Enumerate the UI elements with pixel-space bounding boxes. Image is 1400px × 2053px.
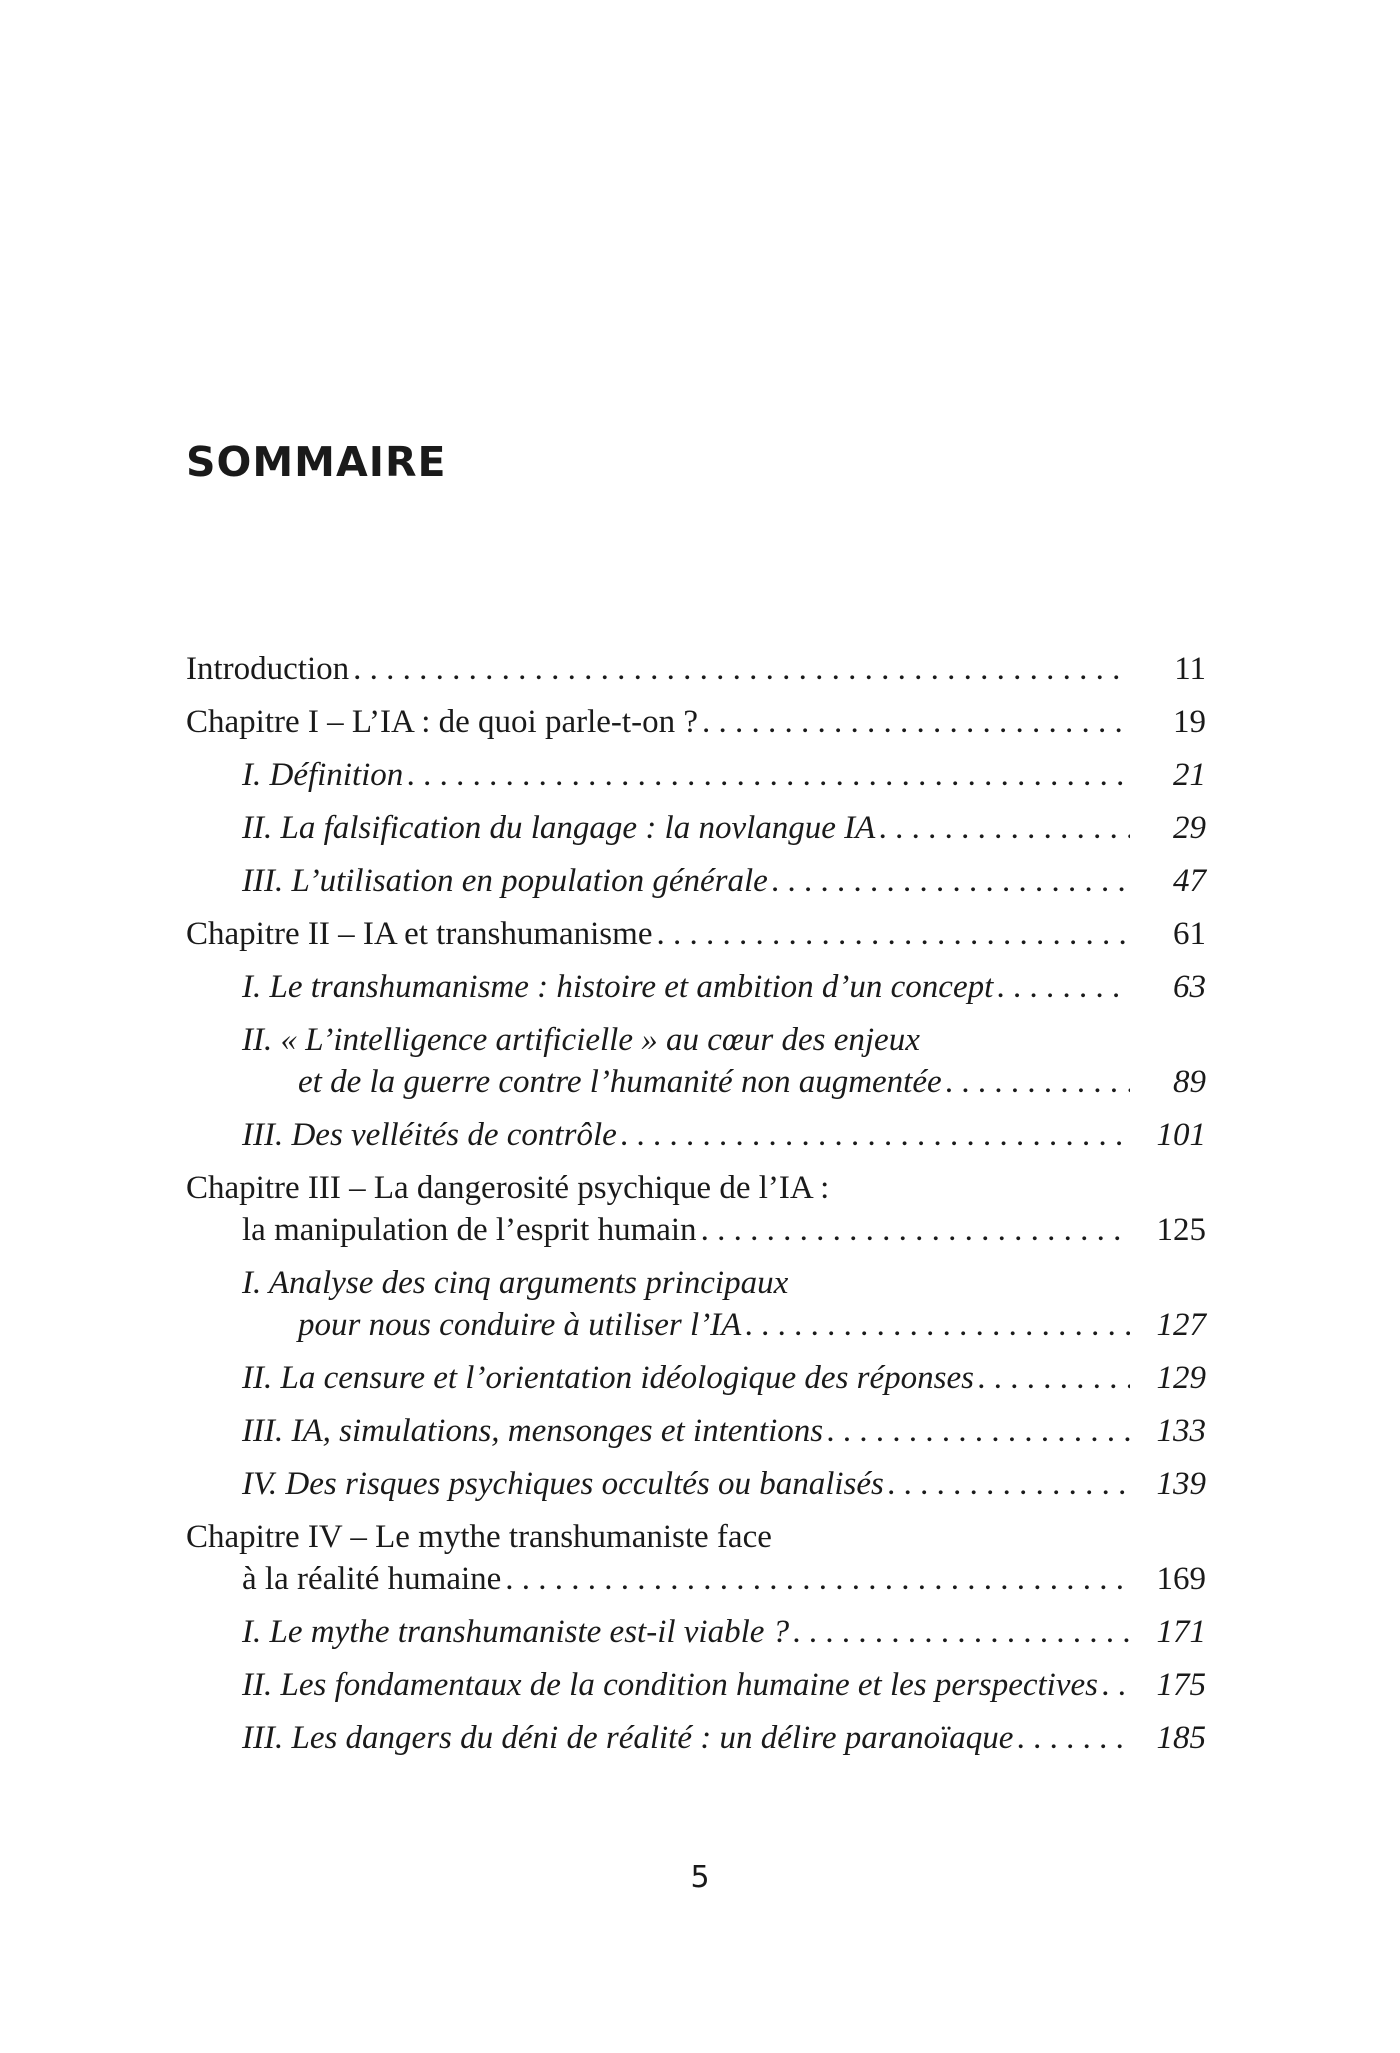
toc-entry-title: Introduction [186, 651, 350, 687]
toc-line [186, 1558, 1206, 1600]
toc-line [186, 1717, 1206, 1759]
toc-line [186, 1304, 1206, 1346]
toc-line [186, 913, 1206, 955]
toc-line [186, 1357, 1206, 1399]
toc-chapter-entry [186, 701, 1206, 743]
toc-page-number: 11 [1174, 651, 1206, 687]
toc-page-number: 127 [1156, 1307, 1206, 1343]
toc-page-number: 175 [1156, 1667, 1206, 1703]
leader-dots [997, 966, 1130, 1008]
toc-entry-title: pour nous conduire à utiliser l’IA [298, 1307, 742, 1343]
toc-section-entry [186, 1664, 1206, 1706]
toc-chapter-entry [186, 648, 1206, 690]
toc-section-entry [186, 1019, 1206, 1103]
toc-line [186, 1664, 1206, 1706]
toc-line [186, 860, 1206, 902]
leader-dots [407, 754, 1130, 796]
toc-page-number: 169 [1156, 1561, 1206, 1597]
toc-page-number: 133 [1156, 1413, 1206, 1449]
table-of-contents [186, 648, 1206, 1759]
toc-page-number: 21 [1173, 757, 1206, 793]
toc-section-entry [186, 1114, 1206, 1156]
leader-dots [772, 860, 1130, 902]
toc-line [186, 1061, 1206, 1103]
toc-section-entry [186, 1611, 1206, 1653]
leader-dots [1102, 1664, 1130, 1706]
toc-entry-title: Chapitre III – La dangerosité psychique de l’IA : [186, 1170, 830, 1206]
toc-line [186, 807, 1206, 849]
toc-entry-title: et de la guerre contre l’humanité non augmentée [298, 1064, 942, 1100]
toc-entry-title: II. Les fondamentaux de la condition humaine et les perspectives [242, 1667, 1098, 1703]
leader-dots [745, 1304, 1130, 1346]
toc-entry-title: à la réalité humaine [242, 1561, 502, 1597]
toc-line [186, 648, 1206, 690]
toc-line [186, 966, 1206, 1008]
toc-entry-title: III. Les dangers du déni de réalité : un délire paranoïaque [242, 1720, 1014, 1756]
toc-line [186, 754, 1206, 796]
leader-dots [505, 1558, 1130, 1600]
toc-page-number: 29 [1173, 810, 1206, 846]
toc-line [186, 1209, 1206, 1251]
toc-section-entry [186, 754, 1206, 796]
page-title: SOMMAIRE [186, 438, 447, 486]
toc-entry-title: III. Des velléités de contrôle [242, 1117, 617, 1153]
toc-line [186, 1114, 1206, 1156]
toc-entry-title: I. Définition [242, 757, 404, 793]
leader-dots [702, 701, 1130, 743]
toc-entry-title: la manipulation de l’esprit humain [242, 1212, 697, 1248]
toc-page-number: 125 [1156, 1212, 1206, 1248]
toc-section-entry [186, 860, 1206, 902]
toc-section-entry [186, 1717, 1206, 1759]
toc-section-entry [186, 1463, 1206, 1505]
toc-section-entry [186, 807, 1206, 849]
toc-entry-title: IV. Des risques psychiques occultés ou banalisés [242, 1466, 884, 1502]
toc-page-number: 139 [1156, 1466, 1206, 1502]
toc-line [186, 1262, 1206, 1304]
leader-dots [888, 1463, 1130, 1505]
toc-section-entry [186, 966, 1206, 1008]
toc-page-number: 63 [1173, 969, 1206, 1005]
leader-dots [879, 807, 1130, 849]
toc-entry-title: II. La censure et l’orientation idéologique des réponses [242, 1360, 974, 1396]
toc-section-entry [186, 1410, 1206, 1452]
toc-entry-title: III. IA, simulations, mensonges et intentions [242, 1413, 824, 1449]
toc-entry-title: Chapitre I – L’IA : de quoi parle-t-on ? [186, 704, 698, 740]
leader-dots [701, 1209, 1130, 1251]
leader-dots [353, 648, 1130, 690]
toc-page-number: 101 [1156, 1117, 1206, 1153]
toc-page-number: 61 [1173, 916, 1206, 952]
toc-entry-title: Chapitre II – IA et transhumanisme [186, 916, 653, 952]
toc-page-number: 89 [1173, 1064, 1206, 1100]
toc-entry-title: II. La falsification du langage : la novlangue IA [242, 810, 876, 846]
toc-line [186, 1516, 1206, 1558]
page-number: 5 [690, 1860, 710, 1895]
toc-line [186, 1410, 1206, 1452]
toc-entry-title: I. Analyse des cinq arguments principaux [242, 1265, 789, 1301]
toc-entry-title: II. « L’intelligence artificielle » au cœur des enjeux [242, 1022, 920, 1058]
toc-page-number: 47 [1173, 863, 1206, 899]
leader-dots [978, 1357, 1130, 1399]
toc-page-number: 129 [1156, 1360, 1206, 1396]
toc-chapter-entry [186, 1516, 1206, 1600]
leader-dots [827, 1410, 1130, 1452]
leader-dots [621, 1114, 1130, 1156]
toc-chapter-entry [186, 1167, 1206, 1251]
toc-entry-title: I. Le mythe transhumaniste est-il viable ? [242, 1614, 790, 1650]
toc-page-number: 171 [1156, 1614, 1206, 1650]
toc-entry-title: I. Le transhumanisme : histoire et ambition d’un concept [242, 969, 994, 1005]
toc-line [186, 1019, 1206, 1061]
leader-dots [793, 1611, 1130, 1653]
toc-section-entry [186, 1357, 1206, 1399]
leader-dots [946, 1061, 1130, 1103]
toc-entry-title: III. L’utilisation en population générale [242, 863, 768, 899]
toc-line [186, 1167, 1206, 1209]
toc-line [186, 1463, 1206, 1505]
toc-entry-title: Chapitre IV – Le mythe transhumaniste face [186, 1519, 772, 1555]
leader-dots [1017, 1717, 1130, 1759]
toc-line [186, 701, 1206, 743]
toc-page-number: 19 [1173, 704, 1206, 740]
toc-line [186, 1611, 1206, 1653]
toc-chapter-entry [186, 913, 1206, 955]
toc-section-entry [186, 1262, 1206, 1346]
toc-page-number: 185 [1156, 1720, 1206, 1756]
leader-dots [656, 913, 1130, 955]
